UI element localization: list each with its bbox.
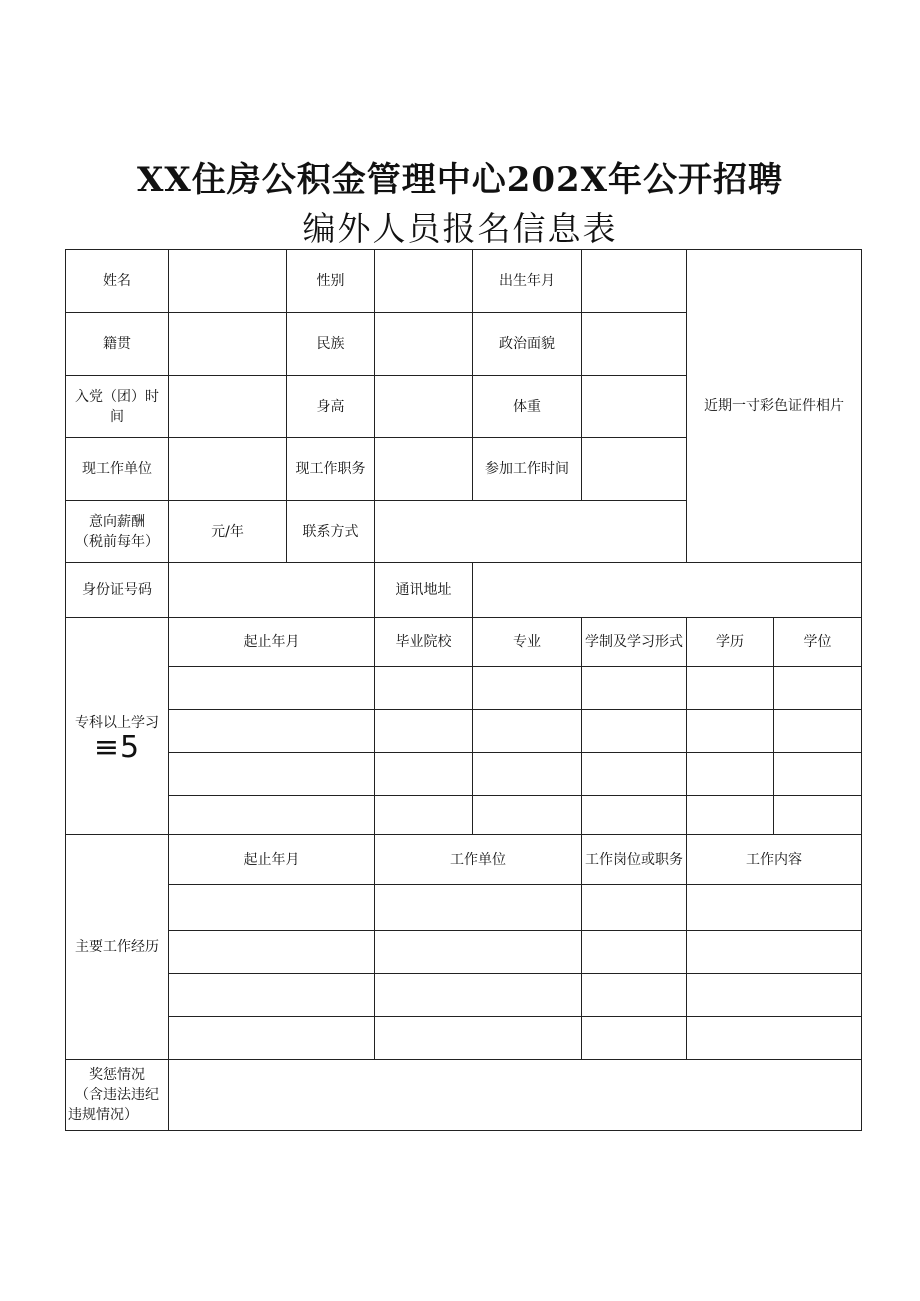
work-cell[interactable] <box>375 885 582 931</box>
label-political: 政治面貌 <box>473 313 582 376</box>
work-header-row <box>66 835 862 885</box>
employer-field[interactable] <box>169 438 287 501</box>
work-cell[interactable] <box>169 1017 375 1060</box>
work-row <box>66 974 862 1017</box>
photo-box[interactable]: 近期一寸彩色证件相片 <box>687 250 862 563</box>
label-weight: 体重 <box>473 376 582 438</box>
edu-row <box>66 753 862 796</box>
registration-form-table <box>65 249 862 1131</box>
label-ethnicity: 民族 <box>287 313 375 376</box>
label-origin: 籍贯 <box>66 313 169 376</box>
edu-header-row <box>66 618 862 667</box>
label-party-join <box>66 376 169 438</box>
label-work-start: 参加工作时间 <box>473 438 582 501</box>
title-line-1: XX住房公积金管理中心202X年公开招聘 <box>136 160 784 200</box>
edu-cell[interactable] <box>169 796 375 835</box>
edu-header-school: 毕业院校 <box>375 618 473 667</box>
edu-row <box>66 796 862 835</box>
row-basic-1 <box>66 250 862 313</box>
work-cell[interactable] <box>582 1017 687 1060</box>
row-id-address <box>66 563 862 618</box>
work-start-field[interactable] <box>582 438 687 501</box>
edu-cell[interactable] <box>473 710 582 753</box>
work-cell[interactable] <box>582 974 687 1017</box>
awards-line-1: 奖惩情况 <box>89 1067 145 1083</box>
address-field[interactable] <box>473 563 862 618</box>
form-title <box>0 156 920 254</box>
work-cell[interactable] <box>375 931 582 974</box>
label-salary <box>66 501 169 563</box>
work-cell[interactable] <box>582 885 687 931</box>
birth-field[interactable] <box>582 250 687 313</box>
work-cell[interactable] <box>169 885 375 931</box>
awards-row <box>66 1060 862 1131</box>
label-gender: 性别 <box>287 250 375 313</box>
work-cell[interactable] <box>687 1017 862 1060</box>
edu-label-overlay <box>66 713 168 763</box>
work-cell[interactable] <box>375 1017 582 1060</box>
work-cell[interactable] <box>169 931 375 974</box>
salary-line-1: 意向薪酬 <box>89 513 145 530</box>
label-contact: 联系方式 <box>287 501 375 563</box>
edu-cell[interactable] <box>375 667 473 710</box>
origin-field[interactable] <box>169 313 287 376</box>
edu-header-degree-level: 学历 <box>687 618 774 667</box>
edu-cell[interactable] <box>169 753 375 796</box>
edu-cell[interactable] <box>774 667 862 710</box>
work-row <box>66 885 862 931</box>
edu-header-major: 专业 <box>473 618 582 667</box>
awards-line-3: 违规情况） <box>68 1107 138 1123</box>
edu-cell[interactable] <box>473 667 582 710</box>
work-header-content: 工作内容 <box>687 835 862 885</box>
label-birth: 出生年月 <box>473 250 582 313</box>
edu-cell[interactable] <box>473 796 582 835</box>
edu-header-form: 学制及学习形式 <box>582 618 687 667</box>
work-row <box>66 931 862 974</box>
edu-cell[interactable] <box>687 796 774 835</box>
work-cell[interactable] <box>169 974 375 1017</box>
work-cell[interactable] <box>375 974 582 1017</box>
ethnicity-field[interactable] <box>375 313 473 376</box>
edu-cell[interactable] <box>687 667 774 710</box>
work-cell[interactable] <box>687 885 862 931</box>
edu-cell[interactable] <box>774 710 862 753</box>
work-header-period: 起止年月 <box>169 835 375 885</box>
edu-row <box>66 667 862 710</box>
edu-cell[interactable] <box>375 710 473 753</box>
edu-cell[interactable] <box>473 753 582 796</box>
work-cell[interactable] <box>687 974 862 1017</box>
salary-field[interactable]: 元/年 <box>169 501 287 563</box>
label-awards <box>66 1060 169 1131</box>
edu-cell[interactable] <box>774 796 862 835</box>
party-join-line-2: 间 <box>110 408 124 425</box>
edu-cell[interactable] <box>169 710 375 753</box>
height-field[interactable] <box>375 376 473 438</box>
edu-cell[interactable] <box>582 753 687 796</box>
edu-header-degree: 学位 <box>774 618 862 667</box>
edu-stamp-mark: ≡5 <box>93 730 141 765</box>
work-cell[interactable] <box>687 931 862 974</box>
edu-cell[interactable] <box>375 796 473 835</box>
edu-cell[interactable] <box>169 667 375 710</box>
edu-cell[interactable] <box>582 796 687 835</box>
edu-cell[interactable] <box>687 753 774 796</box>
political-field[interactable] <box>582 313 687 376</box>
edu-cell[interactable] <box>774 753 862 796</box>
label-id-number: 身份证号码 <box>66 563 169 618</box>
label-address: 通讯地址 <box>375 563 473 618</box>
title-line-2: 编外人员报名信息表 <box>302 209 618 248</box>
work-row <box>66 1017 862 1060</box>
party-join-field[interactable] <box>169 376 287 438</box>
edu-cell[interactable] <box>582 667 687 710</box>
id-number-field[interactable] <box>169 563 375 618</box>
salary-line-2: （税前每年） <box>75 533 159 550</box>
work-cell[interactable] <box>582 931 687 974</box>
gender-field[interactable] <box>375 250 473 313</box>
work-section-label: 主要工作经历 <box>66 835 169 1060</box>
label-employer: 现工作单位 <box>66 438 169 501</box>
edu-cell[interactable] <box>582 710 687 753</box>
awards-line-2: （含违法违纪 <box>75 1087 159 1103</box>
edu-row <box>66 710 862 753</box>
contact-field[interactable] <box>375 501 687 563</box>
work-header-position: 工作岗位或职务 <box>582 835 687 885</box>
label-name: 姓名 <box>66 250 169 313</box>
name-field[interactable] <box>169 250 287 313</box>
label-position: 现工作职务 <box>287 438 375 501</box>
edu-header-period: 起止年月 <box>169 618 375 667</box>
awards-field[interactable] <box>169 1060 862 1131</box>
edu-section-label-text: 专科以上学习 <box>75 715 159 731</box>
edu-cell[interactable] <box>375 753 473 796</box>
weight-field[interactable] <box>582 376 687 438</box>
position-field[interactable] <box>375 438 473 501</box>
label-height: 身高 <box>287 376 375 438</box>
party-join-line-1: 入党（团）时 <box>75 388 159 405</box>
work-header-employer: 工作单位 <box>375 835 582 885</box>
edu-cell[interactable] <box>687 710 774 753</box>
